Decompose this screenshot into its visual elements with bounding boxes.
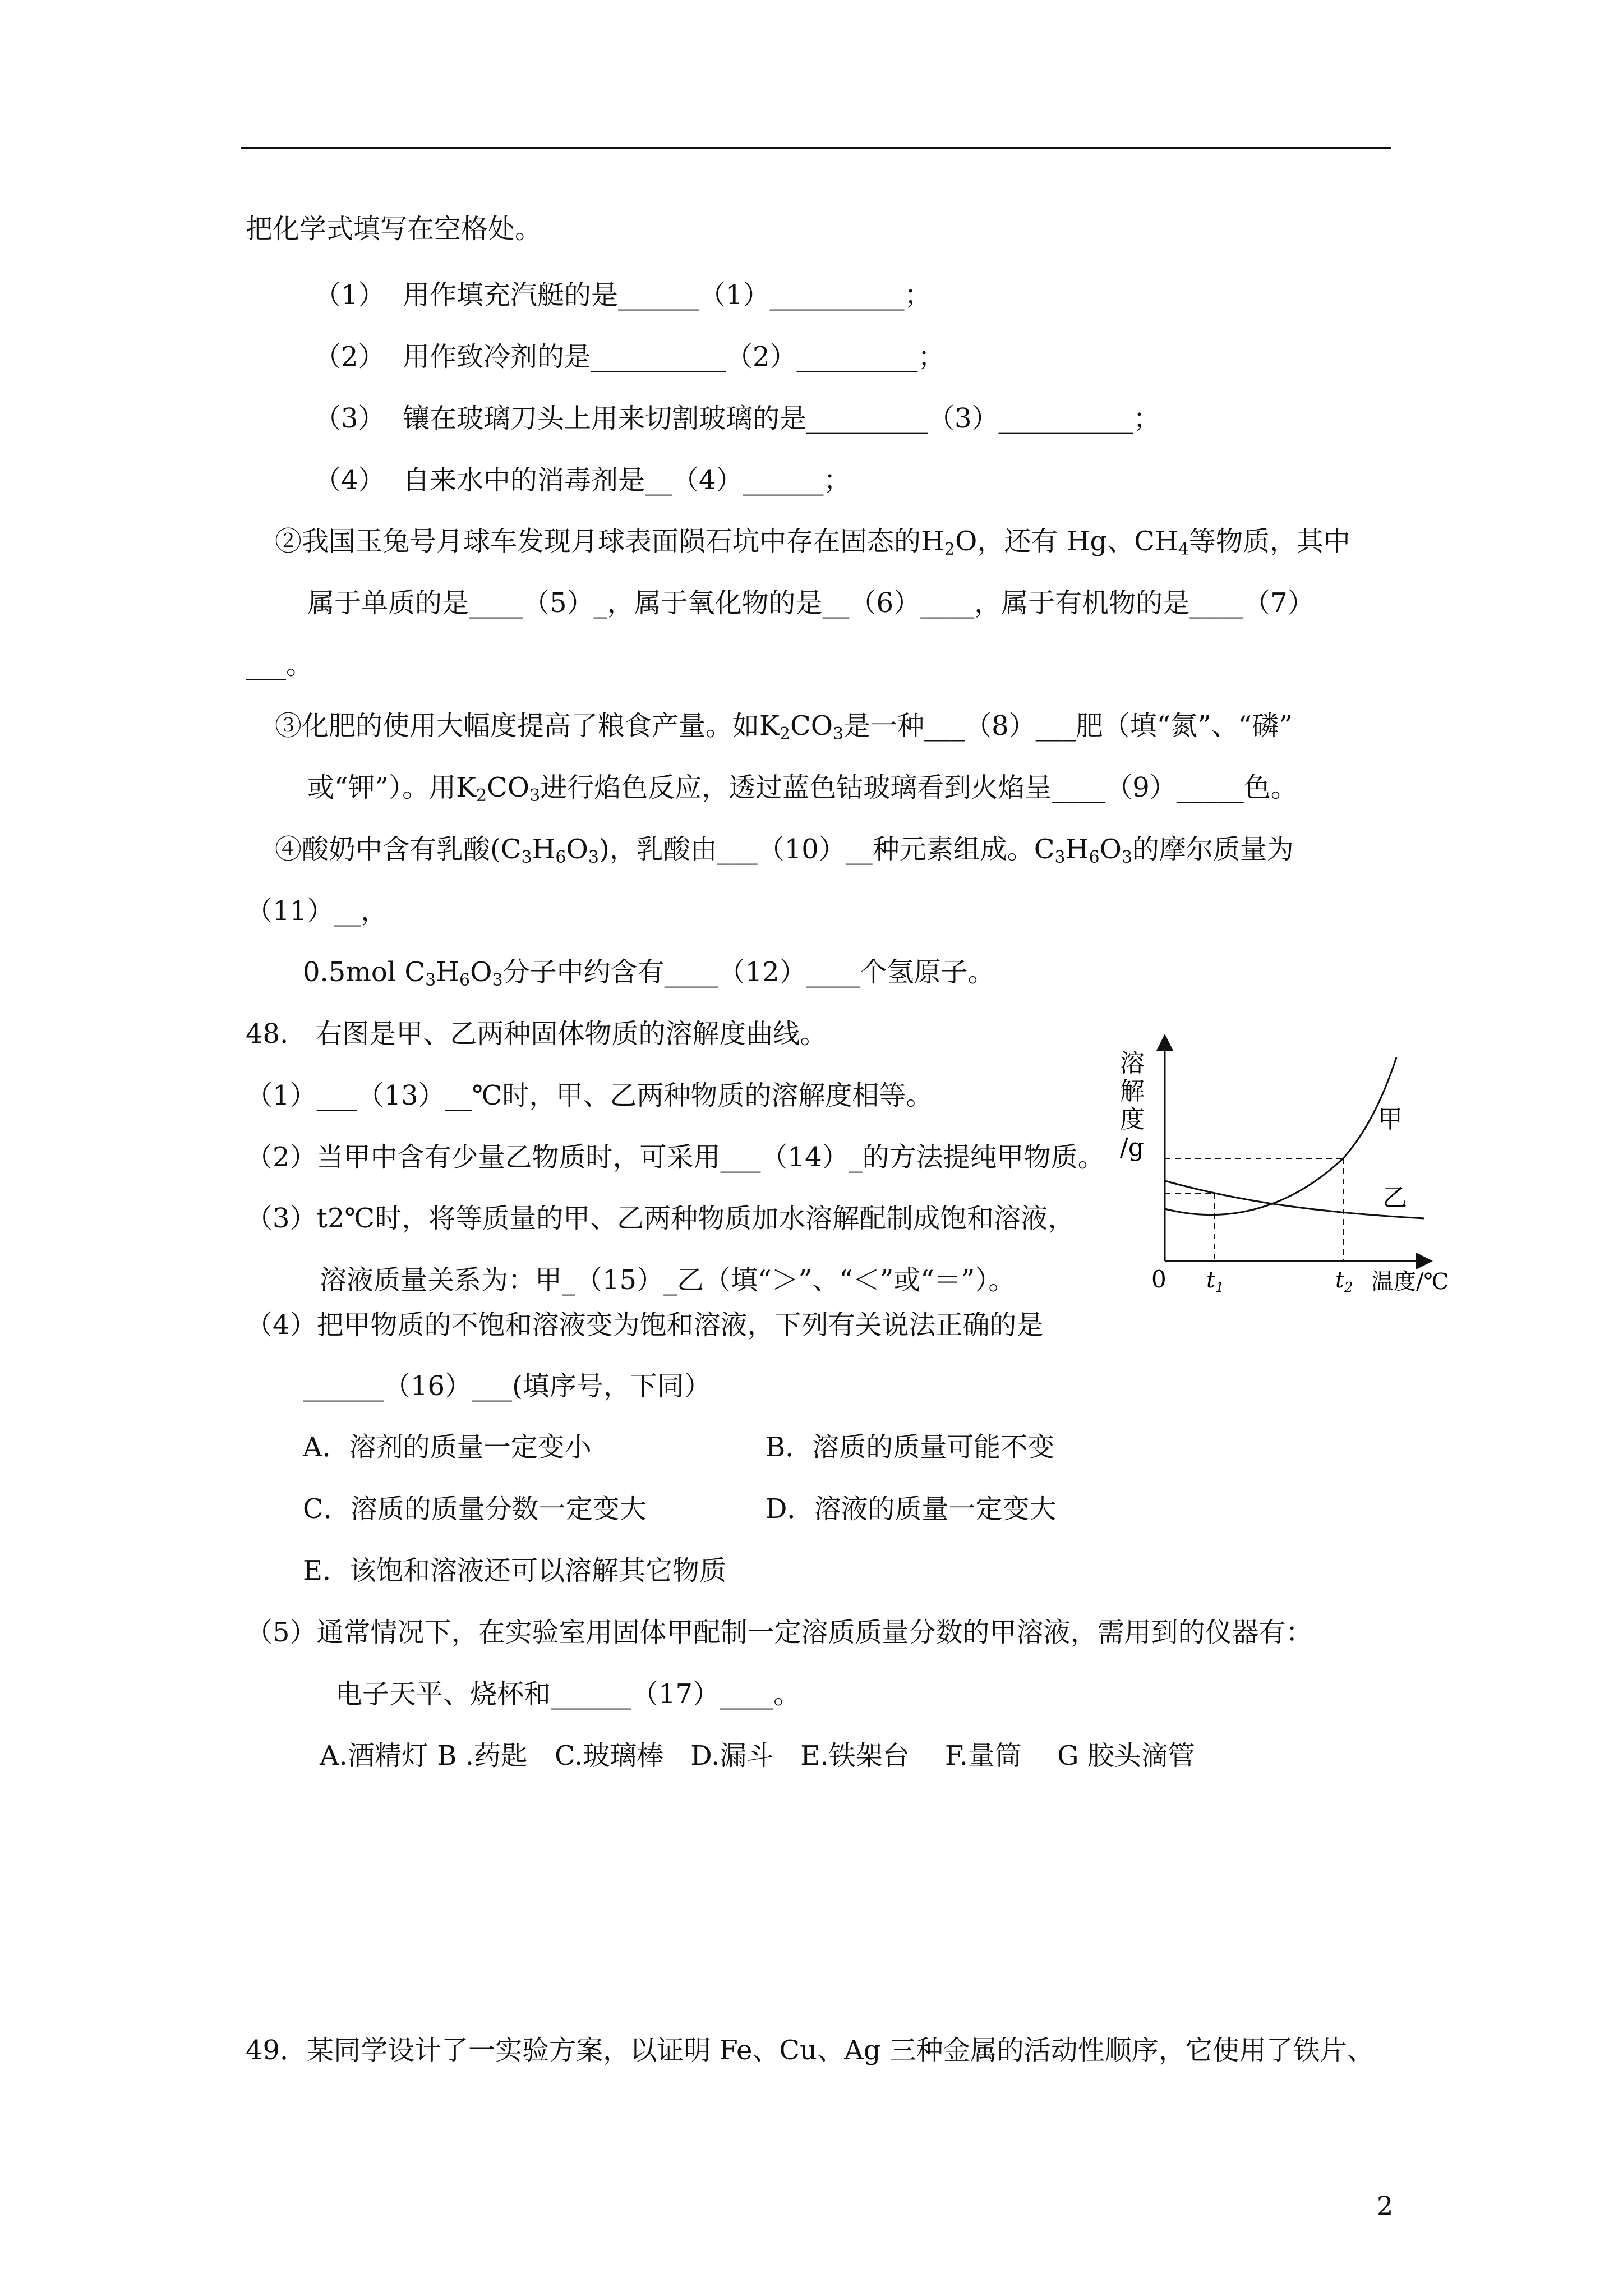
y-label-4: /g (1120, 1133, 1144, 1162)
q2-line-3: ___。 (246, 649, 313, 680)
tick-label-t2: $t_2$ (1335, 1267, 1353, 1295)
header-rule (241, 147, 1391, 149)
q2-text-b: ，还有 Hg、 (977, 526, 1135, 557)
q1-item-3-number: （3） (314, 403, 385, 434)
q4-text-e: 分子中约含有____（12）____个氢原子。 (502, 956, 995, 988)
q3-text-b: 是一种___（8）___肥（填“氮”、“磷” (843, 710, 1293, 742)
y-label-3: 度 (1120, 1105, 1145, 1134)
series-label-jia: 甲 (1378, 1105, 1403, 1134)
q48-sub-3b: 溶液质量关系为：甲_（15）_乙（填“＞”、“＜”或“＝”）。 (320, 1264, 1016, 1296)
q4-text-d: 0.5mol (303, 956, 405, 988)
intro-text: 把化学式填写在空格处。 (246, 213, 542, 245)
x-axis-label: 温度/℃ (1371, 1269, 1449, 1295)
q48-title: 48. 右图是甲、乙两种固体物质的溶解度曲线。 (246, 1018, 827, 1050)
q1-item-2-number: （2） (314, 341, 385, 372)
series-label-yi: 乙 (1382, 1184, 1407, 1212)
q3-text-d: 进行焰色反应，透过蓝色钴玻璃看到火焰呈____（9）_____色。 (540, 772, 1298, 803)
q48-sub-4a: （4）把甲物质的不饱和溶液变为饱和溶液，下列有关说法正确的是 (246, 1309, 1044, 1341)
origin-label: 0 (1151, 1266, 1166, 1293)
y-label-1: 溶 (1120, 1049, 1145, 1078)
q2-line-1: ②我国玉兔号月球车发现月球表面陨石坑中存在固态的$H_2O$，还有 Hg、$CH_4$等物质，其中 (275, 526, 1350, 559)
q48-sub-5c: A.酒精灯 B .药匙 C.玻璃棒 D.漏斗 E.铁架台 F.量筒 G 胶头滴管 (320, 1740, 1195, 1772)
q3-line-1: ③化肥的使用大幅度提高了粮食产量。如$K_2CO_3$是一种___（8）___肥（填“氮”、“磷” (275, 710, 1293, 744)
curve-jia (1165, 1057, 1396, 1215)
q48-sub-5b: 电子天平、烧杯和______（17）____。 (335, 1678, 801, 1710)
q1-item-3-text: 镶在玻璃刀头上用来切割玻璃的是_________（3）__________； (403, 403, 1160, 434)
q4-line-1: ④酸奶中含有乳酸$(C_3H_6O_3)$，乳酸由___（10）__种元素组成。$C_3H_6O_3$的摩尔质量为 (275, 834, 1294, 867)
page-number: 2 (1377, 2191, 1394, 2221)
q1-item-1-number: （1） (314, 279, 385, 311)
q4-line-2: （11）__， (246, 895, 388, 927)
q3-text-c: 或“钾”）。用 (307, 772, 457, 803)
q3-text-a: ③化肥的使用大幅度提高了粮食产量。如 (275, 710, 760, 742)
solubility-chart (1113, 1038, 1449, 1296)
q1-item-4-number: （4） (314, 464, 385, 496)
q49-line-1: 49．某同学设计了一实验方案，以证明 Fe、Cu、Ag 三种金属的活动性顺序，它使用了铁片、 (246, 2035, 1374, 2066)
q1-item-1-text: 用作填充汽艇的是______（1）__________； (403, 279, 932, 311)
q48-sub-2: （2）当甲中含有少量乙物质时，可采用___（14）_的方法提纯甲物质。 (246, 1142, 1105, 1173)
q4-text-c: 的摩尔质量为 (1132, 834, 1294, 865)
q2-line-2: 属于单质的是____（5）_，属于氧化物的是__（6）____，属于有机物的是____（7） (307, 587, 1315, 619)
q48-option-e: E．该饱和溶液还可以溶解其它物质 (303, 1555, 727, 1586)
q1-item-4-text: 自来水中的消毒剂是__（4）______； (403, 464, 851, 496)
q48-option-d: D．溶液的质量一定变大 (766, 1493, 1057, 1525)
q48-sub-4b: ______（16）___(填序号，下同） (303, 1370, 711, 1402)
q3-line-2: 或“钾”）。用$K_2CO_3$进行焰色反应，透过蓝色钴玻璃看到火焰呈____（9）_____色。 (307, 772, 1298, 806)
q4-text-b: )，乳酸由___（10）__种元素组成。 (598, 834, 1034, 865)
q48-sub-1: （1）___（13）__℃时，甲、乙两种物质的溶解度相等。 (246, 1080, 933, 1111)
q4-text-a: ④酸奶中含有乳酸( (275, 834, 501, 865)
tick-label-t1: $t_1$ (1206, 1267, 1224, 1295)
q48-option-b: B．溶质的质量可能不变 (766, 1432, 1055, 1463)
y-label-2: 解 (1120, 1077, 1145, 1106)
q4-line-3: 0.5mol $C_3H_6O_3$分子中约含有____（12）____个氢原子。 (303, 956, 995, 990)
q48-option-c: C．溶质的质量分数一定变大 (303, 1493, 647, 1525)
q48-option-a: A．溶剂的质量一定变小 (303, 1432, 592, 1463)
q48-sub-3a: （3）t2℃时，将等质量的甲、乙两种物质加水溶解配制成饱和溶液， (246, 1203, 1075, 1234)
q2-text-c: 等物质，其中 (1188, 526, 1350, 557)
q2-text-a: ②我国玉兔号月球车发现月球表面陨石坑中存在固态的 (275, 526, 921, 557)
q48-sub-5a: （5）通常情况下，在实验室用固体甲配制一定溶质质量分数的甲溶液，需用到的仪器有： (246, 1617, 1313, 1648)
q1-item-2-text: 用作致冷剂的是__________（2）_________； (403, 341, 945, 372)
